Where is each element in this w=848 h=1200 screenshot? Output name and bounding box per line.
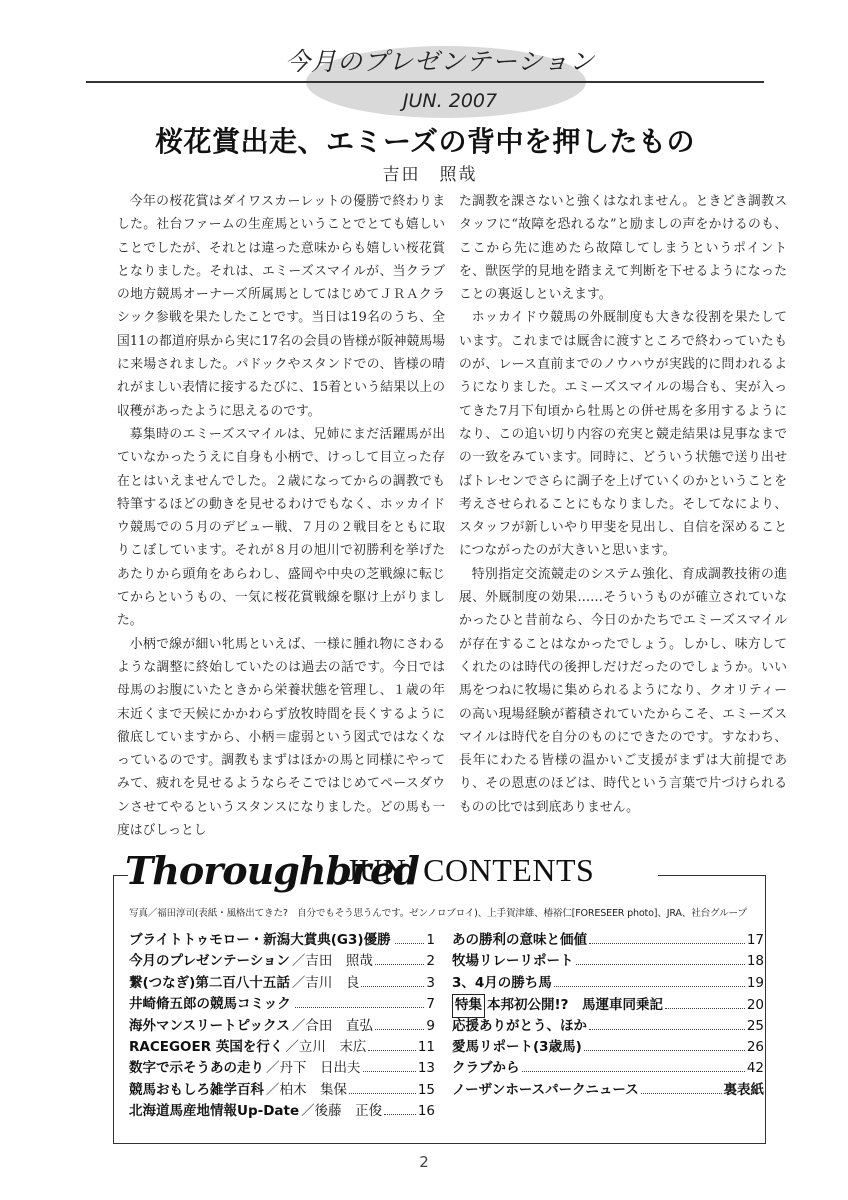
contents-item[interactable]: 特集 本邦初公開!? 馬運車同乗記 20 <box>452 994 764 1015</box>
paragraph: た調教を課さないと強くはなれません。ときどき調教スタッフに“故障を恐れるな”と励ましの声をかけるのも、ここから先に進めたら故障してしまうというポイントを、獣医学的見地を踏まえて判断を下せるようになったことの裏返しといえます。 <box>459 194 787 303</box>
series-title: 今月のプレゼンテーション <box>284 47 595 76</box>
contents-heading: JUN. CONTENTS <box>346 852 595 888</box>
photo-credits: 写真／福田淳司(表紙・風格出てきた? 自分でもそう思うんです。ゼンノロブロイ)、上手賀津雄、椿裕仁[FORESEER photo]、JRA、社台グループ <box>129 908 747 919</box>
feature-tag: 特集 <box>452 994 485 1017</box>
contents-item[interactable]: 数字で示そうあの走り ／丹下 日出夫 13 <box>129 1060 435 1077</box>
contents-item[interactable]: 海外マンスリートピックス ／合田 直弘 9 <box>129 1017 435 1034</box>
contents-item[interactable]: RACEGOER 英国を行く ／立川 末広 11 <box>129 1038 435 1055</box>
contents-list-right <box>452 930 764 1101</box>
contents-item[interactable]: ノーザンホースパークニュース 裏表紙 <box>452 1081 764 1098</box>
article-column-left <box>117 190 445 842</box>
issue-date: JUN. 2007 <box>402 90 498 112</box>
contents-item[interactable]: 北海道馬産地情報Up-Date ／後藤 正俊 16 <box>129 1103 435 1120</box>
contents-item[interactable]: クラブから 42 <box>452 1060 764 1077</box>
contents-item[interactable]: 井崎脩五郎の競馬コミック 7 <box>129 996 435 1013</box>
article-column-right <box>459 190 787 819</box>
contents-item[interactable]: 応援ありがとう、ほか 25 <box>452 1017 764 1034</box>
paragraph: ホッカイドウ競馬の外厩制度も大きな役割を果たしています。これまでは厩舎に渡すところで終わっていたものが、レース直前までのノウハウが実践的に問われるようになりました。エミーズスマイルの場合も、実が入ってきた7月下旬頃から牡馬との併せ馬を多用するようになり、この追い切り内容の充実と競走結果は見事なまでの一致をみています。同時に、どういう状態で送り出せばトレセンでさらに調子を上げていくのかということを考えさせられることにもなりました。そしてなにより、スタッフが新しいやり甲斐を見出し、自信を深めることにつながったのが大きいと思います。 <box>459 310 787 559</box>
contents-list-left <box>129 930 435 1123</box>
page-number: 2 <box>419 1153 429 1171</box>
paragraph: 小柄で線が細い牝馬といえば、一様に腫れ物にさわるような調整に終始していたのは過去の話です。今日では母馬のお腹にいたときから栄養状態を管理し、１歳の年末近くまで天候にかかわらず放牧時間を長くするように徹底していますから、小柄＝虚弱という図式ではなくなっているのです。調教もまずはほかの馬と同様にやってみて、疲れを見せるようならそこではじめてペースダウンさせてやるというスタンスになりました。どの馬も一度はびしっとし <box>117 636 445 839</box>
header-rule <box>86 81 764 83</box>
paragraph: 特別指定交流競走のシステム強化、育成調教技術の進展、外厩制度の効果……そういうものが確立されていなかったひと昔前なら、今日のかたちでエミーズスマイルが存在することはなかったでしょう。しかし、味方してくれたのは時代の後押しだけだったのでしょうか。いい馬をつねに牧場に集められるようになり、クオリティーの高い現場経験が蓄積されていたからこそ、エミーズスマイルは時代を自分のものにできたのです。すなわち、長年にわたる皆様の温かいご支援がまずは大前提であり、その恩恵のほどは、時代という言葉で片づけられるものの比では到底ありません。 <box>459 566 788 815</box>
paragraph: 今年の桜花賞はダイワスカーレットの優勝で終わりました。社台ファームの生産馬ということでとても嬉しいことでしたが、それとは違った意味からも嬉しい桜花賞となりました。それは、エミーズスマイルが、当クラブの地方競馬オーナーズ所属馬としてはじめてＪＲＡクラシック参戦を果たしたことです。当日は19名のうち、全国11の都道府県から実に17名の会員の皆様が阪神競馬場に来場されました。パドックやスタンドでの、皆様の晴れがましい表情に接するたびに、15着という結果以上の収穫があったように思えるのです。 <box>117 194 445 419</box>
contents-item[interactable]: あの勝利の意味と価値 17 <box>452 932 764 948</box>
contents-item[interactable]: 競馬おもしろ雑学百科 ／柏木 集保 15 <box>129 1081 435 1098</box>
article-title: 桜花賞出走、エミーズの背中を押したもの <box>154 125 696 158</box>
contents-item[interactable]: 3、4月の勝ち馬 19 <box>452 974 764 991</box>
paragraph: 募集時のエミーズスマイルは、兄姉にまだ活躍馬が出ていなかったうえに自身も小柄で、けっして目立った存在とはいえませんでした。２歳になってからの調教でも特筆するほどの動きを見せるわけでもなく、ホッカイドウ競馬での５月のデビュー戦、７月の２戦目をともに取りこぼしています。それが８月の旭川で初勝利を挙げたあたりから頭角をあらわし、盛岡や中央の芝戦線に転じてからというもの、一気に桜花賞戦線を駆け上がりました。 <box>117 426 445 629</box>
contents-item[interactable]: 牧場リレーリポート 18 <box>452 953 764 970</box>
contents-item[interactable]: 繋(つなぎ)第二百八十五話 ／吉川 良 3 <box>129 974 435 991</box>
contents-item[interactable]: ブライトトゥモロー・新潟大賞典(G3)優勝 1 <box>129 932 435 948</box>
thoroughbred-logo: Thoroughbred <box>125 848 419 893</box>
article-author: 吉田 照哉 <box>382 165 478 185</box>
contents-item[interactable]: 愛馬リポート(3歳馬) 26 <box>452 1038 764 1055</box>
contents-item[interactable]: 今月のプレゼンテーション ／吉田 照哉 2 <box>129 953 435 970</box>
